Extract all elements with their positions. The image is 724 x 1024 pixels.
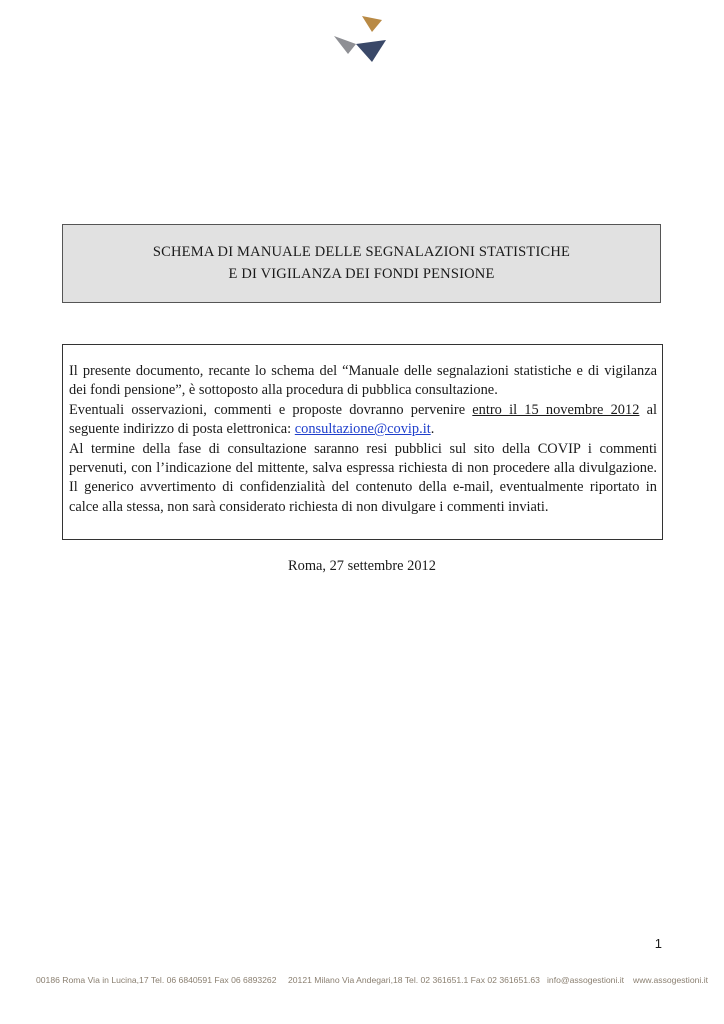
consultation-notice — [62, 344, 663, 540]
notice-paragraph-2 — [69, 401, 657, 440]
footer-website: www.assogestioni.it — [633, 975, 708, 985]
email-link[interactable]: consultazione@covip.it — [294, 421, 431, 438]
footer-roma-address: 00186 Roma Via in Lucina,17 Tel. 06 6840591 Fax 06 6893262 — [36, 975, 277, 985]
logo-icon — [332, 14, 390, 64]
title-line-1: SCHEMA DI MANUALE DELLE SEGNALAZIONI STATISTICHE — [152, 244, 571, 260]
document-title-box — [62, 224, 661, 303]
notice-paragraph-3: Al termine della fase di consultazione saranno resi pubblici sul sito della COVIP i commenti pervenuti, con l’indicazione del mittente, salva espressa richiesta di non procedere alla divulgazione. Il generico avvertimento di confidenzialità del contenuto della e-mail, eventualmente riportato in calce alla stessa, non sarà considerato richiesta di non divulgare i commenti inviati. — [69, 440, 657, 515]
notice-p2-text-after: al seguente indirizzo di posta elettronica: — [69, 401, 657, 438]
notice-p2-end: . — [430, 421, 435, 438]
footer-milano-address: 20121 Milano Via Andegari,18 Tel. 02 361651.1 Fax 02 361651.63 — [288, 975, 540, 985]
notice-paragraph-1: Il presente documento, recante lo schema del “Manuale delle segnalazioni statistiche e di vigilanza dei fondi pensione”, è sottoposto alla procedura di pubblica consultazione. — [69, 363, 657, 399]
deadline-text: entro il 15 novembre 2012 — [472, 401, 640, 418]
notice-p2-text: Eventuali osservazioni, commenti e proposte dovranno pervenire — [69, 401, 473, 418]
footer-email: info@assogestioni.it — [547, 975, 625, 985]
title-line-2: E DI VIGILANZA DEI FONDI PENSIONE — [228, 266, 495, 282]
document-date: Roma, 27 settembre 2012 — [288, 558, 436, 574]
page-number: 1 — [654, 936, 662, 951]
